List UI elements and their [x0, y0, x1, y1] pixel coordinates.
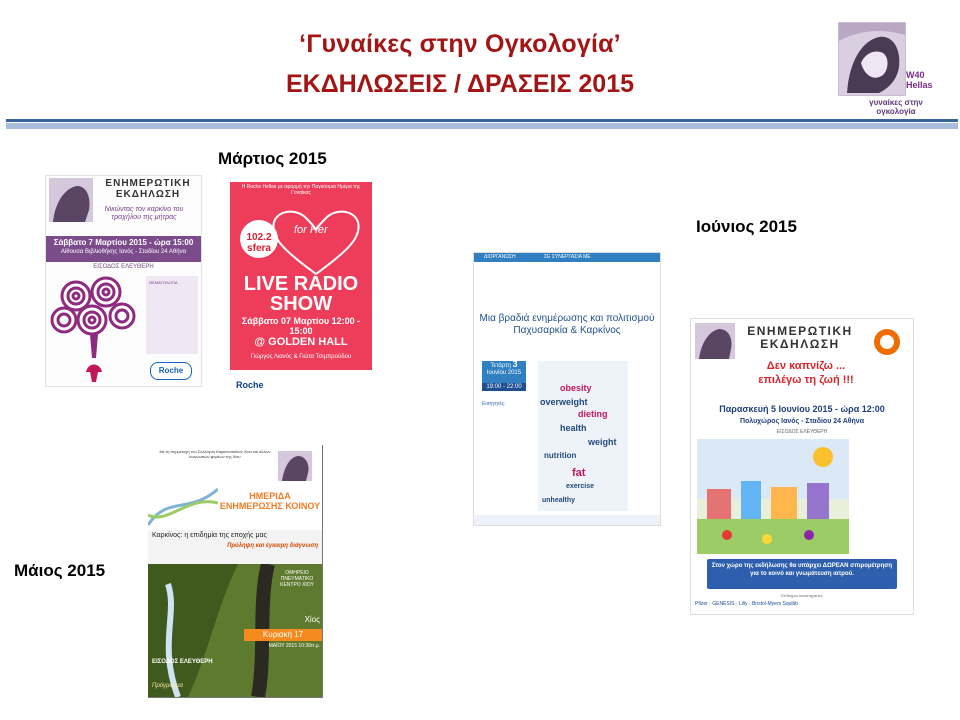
poster-footer — [474, 515, 660, 525]
roche-logo: Roche — [150, 362, 192, 380]
sfera-logo-text: 102.2 sfera — [246, 232, 272, 254]
poster-logo-image — [278, 451, 312, 481]
organizers-label: ΔΙΟΡΓΑΝΩΣΗ — [484, 254, 516, 260]
month-label-may: Μάιος 2015 — [14, 561, 106, 580]
poster-heading: ΕΝΗΜΕΡΩΤΙΚΗ ΕΚΔΗΛΩΣΗ — [105, 178, 191, 200]
logo-tagline: γυναίκες στην ογκολογία — [869, 98, 923, 116]
organization-logo — [838, 22, 933, 118]
topic-stripe — [148, 530, 322, 564]
lecture-date-box — [482, 361, 526, 383]
poster-heading: ΕΝΗΜΕΡΩΤΙΚΗ ΕΚΔΗΛΩΣΗ — [747, 324, 853, 351]
poster-venue: Πολυχώρος Ιανός - Σταδίου 24 Αθήνα — [739, 418, 865, 425]
info-day-heading: ΗΜΕΡΙΔΑ ΕΝΗΜΕΡΩΣΗΣ ΚΟΙΝΟΥ — [219, 491, 321, 511]
word-cloud-word: dieting — [578, 409, 608, 419]
page-subtitle: ΕΚΔΗΛΩΣΕΙΣ / ΔΡΑΣΕΙΣ 2015 — [285, 70, 635, 98]
no-smoking-slogan — [711, 359, 901, 387]
poster-intro: Με τη συμμετοχή του Συλλόγου Καρκινοπαθών Χίου και άλλων κοινωνικών φορέων της Χίου — [159, 449, 271, 459]
poster-logo-image — [49, 178, 93, 222]
poster-logo-image — [695, 323, 735, 359]
page-title: ‘Γυναίκες στην Ογκολογία’ — [299, 30, 621, 58]
city-text: Χίος — [304, 615, 320, 624]
event-day: Κυριακή 17 — [244, 629, 322, 641]
poster-intro: Η Roche Hellas με αφορμή την Παγκόσμια Ημέρα της Γυναίκας — [241, 184, 361, 196]
lecture-day: Τετάρτη — [490, 363, 511, 369]
word-cloud-word: overweight — [540, 397, 588, 407]
program-link: Πρόγραμμα — [152, 683, 183, 689]
topic-text: Καρκίνος: η επιδημία της εποχής μας — [152, 532, 267, 539]
word-cloud-word: weight — [588, 437, 617, 447]
live-radio-show: LIVE RADIO SHOW — [243, 273, 359, 315]
poster-no-smoking-june — [690, 318, 914, 615]
poster-entry: ΕΙΣΟΔΟΣ ΕΛΕΥΘΕΡΗ — [93, 264, 154, 270]
poster-footer — [230, 370, 372, 400]
children-drawing — [697, 439, 849, 554]
roche-logo: Roche — [236, 380, 264, 390]
poster-info-event-march — [45, 175, 202, 387]
header-rule-light — [6, 123, 958, 129]
poster-slogan: Νικώντας τον καρκίνο του τραχήλου της μήτρας — [104, 206, 184, 221]
swirl-tree-illustration — [46, 274, 146, 386]
prevention-text: Πρόληψη και έγκαιρη διάγνωση — [227, 543, 318, 549]
event-date: ΜΑΪΟΥ 2015 10:30π.μ. — [268, 643, 320, 649]
lecture-time: 19:00 - 22:00 — [482, 383, 526, 391]
poster-lecture-june — [473, 252, 661, 526]
logo-photo — [838, 22, 906, 96]
dna-ribbon-illustration — [148, 485, 218, 531]
poster-topics-label: ΘΕΜΑΤΟΛΟΓΙΑ — [149, 280, 178, 285]
venue-text: ΟΜΗΡΕΙΟ ΠΝΕΥΜΑΤΙΚΟ ΚΕΝΤΡΟ ΧΙΟΥ — [280, 570, 314, 588]
lecture-month: Ιουνίου 2015 — [486, 370, 522, 376]
radio-show-date: Σάββατο 07 Μαρτίου 12:00 - 15:00 — [241, 316, 361, 336]
word-cloud — [538, 361, 628, 511]
poster-chios-info-day-may — [148, 445, 323, 698]
heart-outline-icon — [266, 208, 366, 278]
lecture-title: Μια βραδιά ενημέρωσης και πολιτισμού Παχυσαρκία & Καρκίνος — [479, 313, 655, 336]
poster-entry: ΕΙΣΟΔΟΣ ΕΛΕΥΘΕΡΗ — [152, 659, 213, 665]
radio-show-hosts: Γιώργος Λιανός & Γιώτα Τσιμπρούδου — [250, 354, 352, 360]
word-cloud-word: fat — [572, 467, 586, 479]
poster-entry: ΕΙΣΟΔΟΣ ΕΛΕΥΘΕΡΗ — [776, 429, 828, 435]
lecture-date-number: 3 — [512, 359, 518, 369]
header-rule — [6, 119, 958, 122]
month-label-june: Ιούνιος 2015 — [696, 217, 797, 236]
word-cloud-word: nutrition — [544, 451, 577, 460]
slogan-line-2: επιλέγω τη ζωή !!! — [758, 374, 854, 386]
word-cloud-word: health — [560, 423, 587, 433]
sfera-logo — [240, 220, 278, 258]
poster-date: Παρασκευή 5 Ιουνίου 2015 - ώρα 12:00 — [719, 404, 885, 414]
sponsors-label: Επίσημοι υποστηρικτές — [781, 593, 823, 598]
partners-label: ΣΕ ΣΥΝΕΡΓΑΣΙΑ ΜΕ — [544, 254, 591, 260]
poster-date-band — [46, 236, 201, 262]
month-label-march: Μάρτιος 2015 — [218, 149, 327, 168]
poster-radio-show-march — [230, 182, 372, 400]
logo-badge: W40 Hellas — [906, 70, 933, 90]
word-cloud-word: exercise — [566, 483, 595, 490]
poster-venue: Αίθουσα Βιβλιοθήκης Ιανός - Σταδίου 24 Αθήνα — [60, 249, 187, 255]
poster-program-panel — [853, 439, 909, 554]
radio-show-venue: @ GOLDEN HALL — [254, 336, 348, 348]
for-her-text: for Her — [294, 224, 328, 236]
slogan-line-1: Δεν καπνίζω ... — [766, 360, 846, 372]
notice-text: Στον χώρο της εκδήλωσης θα υπάρχει ΔΩΡΕΑΝ σπιρομέτρηση για το κοινό και γνωμάτευση ιατρού. — [711, 563, 893, 577]
free-spirometry-notice — [707, 559, 897, 589]
lecture-speakers-label: Εισηγητές: — [482, 401, 506, 407]
society-logo — [869, 327, 905, 357]
poster-topics-panel — [146, 276, 198, 354]
word-cloud-word: obesity — [560, 383, 592, 393]
sponsor-logos: Pfizer · GENESIS · Lilly · Bristol-Myers Squibb — [695, 601, 799, 607]
poster-date: Σάββατο 7 Μαρτίου 2015 - ώρα 15:00 — [53, 238, 194, 247]
word-cloud-word: unhealthy — [542, 497, 576, 504]
organizers-bar — [474, 253, 660, 262]
